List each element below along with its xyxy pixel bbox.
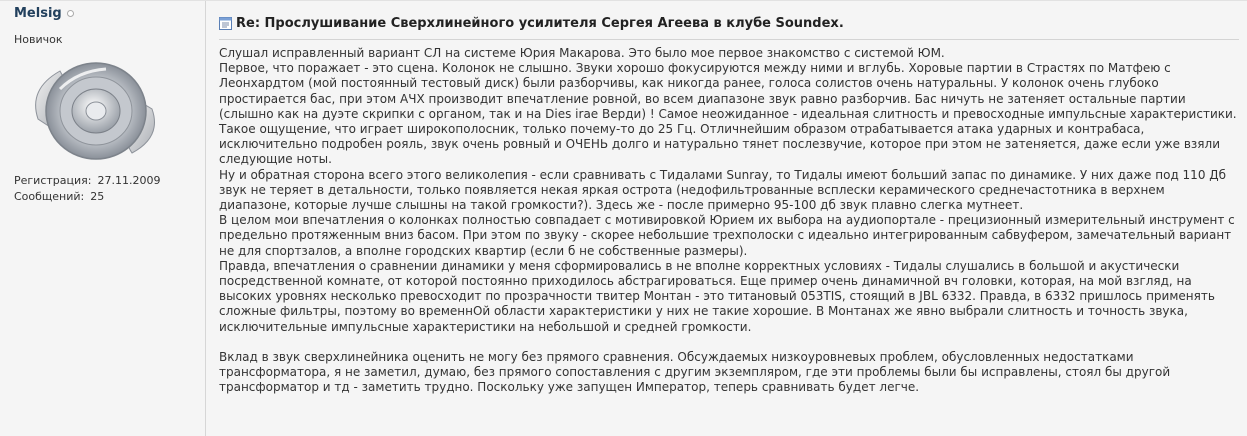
post-document-icon xyxy=(219,17,232,30)
post-paragraph: Ну и обратная сторона всего этого великолепия - если сравнивать с Тидалами Sunray, то Тидалы имеют больший запас по динамике. У них даже под 110 Дб звук не теряет в детальности, только появляется некая яркая острота (недофильтрованные всплески керамического среднечастотника в верхнем диапазоне, которые лучше слышны на такой громкости?). Здесь же - после примерно 95-100 дб звук плавно слегка мутнеет. xyxy=(219,167,1227,213)
post-paragraph: Слушал исправленный вариант СЛ на системе Юрия Макарова. Это было мое первое знакомство с системой ЮМ. xyxy=(219,46,945,60)
post-title-row xyxy=(219,16,844,31)
post-paragraph: В целом мои впечатления о колонках полностью совпадает с мотивировкой Юрием их выбора на аудиопортале - прецизионный измерительный инструмент с предельно протяженным вниз басом. При этом по звуку - скорее небольшие трехполоски с идеально интегрированным сабвуфером, замечательный вариант не для спортзалов, а вполне городских квартир (если б не собственные размеры). xyxy=(219,213,1235,258)
posts-label: Сообщений: xyxy=(14,190,85,203)
post-paragraph: Правда, впечатления о сравнении динамики у меня сформировались в не вполне корректных условиях - Тидалы слушались в большой и акустически посредственной комнате, от которой постоянно приходилось абстрагироваться. Еще пример очень динамичной вч головки, которая, на мой взгляд, на высоких уровнях несколько превосходит по прозрачности твитер Монтан - это титановый 053TIS, стоящий в JBL 6332. Правда, в 6332 пришлось применять сложные фильтры, поэтому во временнОй области характеристики у них не такие хорошие. В Монтанах же явно выбрали слитность и точность звука, исключительные импульсные характеристики на небольшой и средней громкости. xyxy=(219,258,1215,334)
paragraph-spacer xyxy=(219,335,1239,350)
post-content xyxy=(206,1,1247,436)
posts-count: 25 xyxy=(90,190,105,203)
post-title: Re: Прослушивание Сверхлинейного усилителя Сергея Агеева в клубе Soundex. xyxy=(236,16,844,31)
user-stats xyxy=(14,173,160,205)
registration-date: 27.11.2009 xyxy=(97,174,161,187)
author-sidebar xyxy=(0,1,206,436)
username-link[interactable]: Melsig xyxy=(14,6,62,21)
post-body xyxy=(219,46,1239,395)
speaker-avatar-icon[interactable] xyxy=(20,49,172,169)
username-row xyxy=(14,6,74,21)
post-paragraph: Вклад в звук сверхлинейника оценить не могу без прямого сравнения. Обсуждаемых низкоуровневых проблем, обусловленных недостатками трансформатора, я не заметил, думаю, без прямого сопоставления с другим экземпляром, где эти проблемы были бы исправлены, стоял бы другой трансформатор и тд - заметить трудно. Поскольку уже запущен Император, теперь сравнивать будет легче. xyxy=(219,349,1171,395)
title-divider xyxy=(219,39,1239,40)
registration-row xyxy=(14,173,160,189)
user-rank: Новичок xyxy=(14,33,63,46)
registration-label: Регистрация: xyxy=(14,174,92,187)
posts-row xyxy=(14,189,160,205)
post-paragraph: Первое, что поражает - это сцена. Колонок не слышно. Звуки хорошо фокусируются между ними и вглубь. Хоровые партии в Страстях по Матфею с Леонхардтом (мой постоянный тестовый диск) были разборчивы, как никогда ранее, голоса солистов очень натуральны. У колонок очень глубоко простирается бас, при этом АЧХ производит впечатление ровной, во всем диапазоне звук равно разборчив. Бас ничуть не затеняет остальные партии (слышно как на дуэте скрипки с органом, так и на Dies irae Верди) ! Самое неожиданное - идеальная слитность и превосходные импульсные характеристики. Такое ощущение, что играет широкополосник, только почему-то до 25 Гц. Отличнейшим образом отрабатывается атака ударных и контрабаса, исключительно подробен рояль, звук очень ровный и ОЧЕНЬ долго и натурально тянет послезвучие, которое при этом не затеняется, даже если уже взяли следующие ноты. xyxy=(219,61,1237,167)
offline-status-icon xyxy=(67,10,74,17)
